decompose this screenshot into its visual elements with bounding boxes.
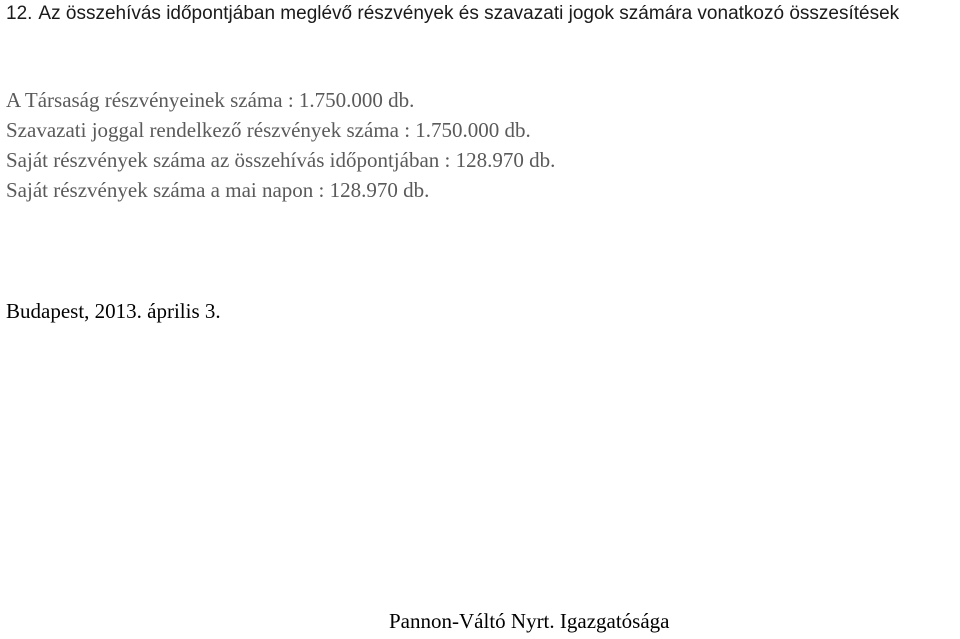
place-and-date: Budapest, 2013. április 3.: [6, 299, 221, 323]
voting-shares-line: Szavazati joggal rendelkező részvények száma : 1.750.000 db.: [6, 118, 531, 142]
own-shares-today-line: Saját részvények száma a mai napon : 128.970 db.: [6, 178, 430, 202]
section-title: Az összehívás időpontjában meglévő részvények és szavazati jogok számára vonatkozó összesítések: [38, 3, 900, 24]
own-shares-at-call-line: Saját részvények száma az összehívás időpontjában : 128.970 db.: [6, 148, 556, 172]
signatory: Pannon-Váltó Nyrt. Igazgatósága: [389, 609, 670, 633]
total-shares-line: A Társaság részvényeinek száma : 1.750.000 db.: [6, 88, 415, 112]
section-number: 12.: [6, 3, 33, 24]
section-heading: [6, 0, 956, 28]
